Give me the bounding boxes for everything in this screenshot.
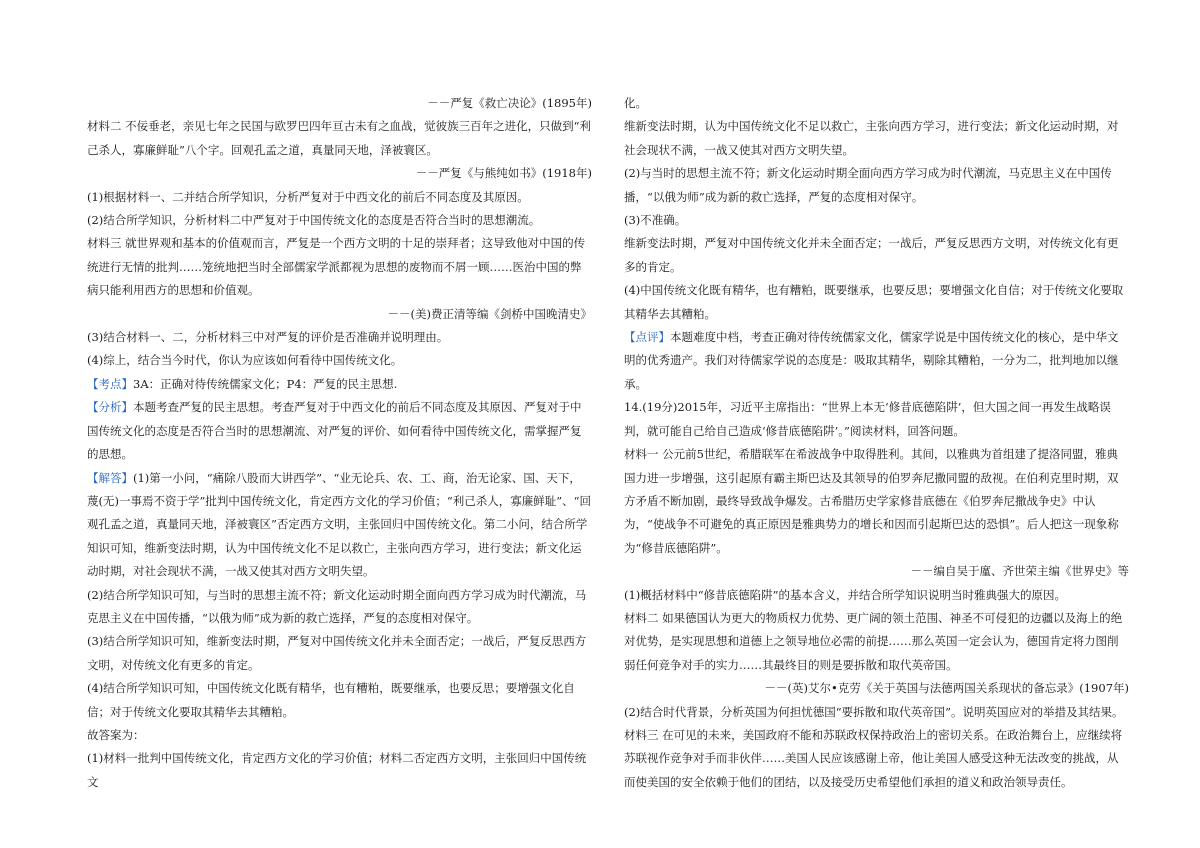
answer-paragraph: (2)与当时的思想主流不符；新文化运动时期全面向西方学习成为时代潮流，马克思主义在中国传播，“以俄为师”成为新的救亡选择，严复的态度相对保守。: [624, 166, 1112, 204]
material-paragraph: 材料三 就世界观和基本的价值观而言，严复是一个西方文明的十足的崇拜者；这导致他对中国的传统进行无情的批判……笼统地把当时全部儒家学派都视为思想的废物而不屑一顾……医治中国的弊病只能利用西方的思想和价值观。: [87, 236, 586, 298]
fenxi-tag: 【分析】: [87, 400, 133, 415]
dianping-paragraph: [624, 326, 1129, 396]
dianping-tag: 【点评】: [624, 330, 670, 345]
answer-paragraph: (4)结合所学知识可知，中国传统文化既有精华，也有糟粕，既要继承，也要反思；要增强文化自信；对于传统文化要取其精华去其糟粕。: [87, 681, 575, 719]
question-item: (2)结合所学知识，分析材料二中严复对于中国传统文化的态度是否符合当时的思想潮流。: [87, 213, 541, 228]
answer-paragraph: 维新变法时期，严复对中国传统文化并未全面否定；一战后，严复反思西方文明，对传统文化有更多的肯定。: [624, 236, 1119, 274]
answer-paragraph: (1)材料一批判中国传统文化，肯定西方文化的学习价值；材料二否定西方文明，主张回归中国传统文: [87, 751, 587, 789]
question-item: (1)根据材料一、二并结合所学知识，分析严复对于中西文化的前后不同态度及其原因。: [87, 189, 529, 204]
answer-heading: 故答案为：: [87, 727, 145, 742]
dianping-text: 本题难度中档，考查正确对待传统儒家文化，儒家学说是中国传统文化的核心，是中华文明的优秀遗产。我们对待儒家学说的态度是：吸取其精华，剔除其糟粕，一分为二，批判地加以继承。: [624, 330, 1119, 391]
question-14-stem: 14.(19分)2015年，习近平主席指出：“世界上本无‘修昔底德陷阱’，但大国之间一再发生战略误判，就可能自己给自己造成‘修昔底德陷阱’。”阅读材料，回答问题。: [624, 400, 1111, 438]
jieda-paragraph: [87, 467, 592, 584]
fenxi-paragraph: [87, 396, 592, 466]
fenxi-text: 本题考查严复的民主思想。考查严复对于中西文化的前后不同态度及其原因、严复对于中国传统文化的态度是否符合当时的思想潮流、对严复的评价、如何看待中国传统文化，需掌握严复的思想。: [87, 400, 582, 462]
answer-paragraph: (3)结合所学知识可知，维新变法时期，严复对中国传统文化并未全面否定；一战后，严复反思西方文明，对传统文化有更多的肯定。: [87, 634, 587, 672]
kaodian-text: 3A：正确对待传统儒家文化；P4：严复的民主思想.: [133, 376, 398, 391]
material-paragraph: 材料三 在可见的未来，美国政府不能和苏联政权保持政治上的密切关系。在政治舞台上，应继续将苏联视作竞争对手而非伙伴……美国人民应该感谢上帝，他让美国人感受这种无法改变的挑战，从而使美国的安全依赖于他们的团结，以及接受历史希望他们承担的道义和政治领导责任。: [624, 727, 1123, 789]
question-item: (1)概括材料中“修昔底德陷阱”的基本含义，并结合所学知识说明当时雅典强大的原因。: [624, 587, 1067, 602]
answer-paragraph: 维新变法时期，认为中国传统文化不足以救亡，主张向西方学习，进行变法；新文化运动时期，对社会现状不满，一战又使其对西方文明失望。: [624, 119, 1119, 157]
source-citation: －－编自吴于廑、齐世荣主编《世界史》等: [910, 564, 1129, 579]
answer-paragraph: 化。: [624, 96, 647, 110]
jieda-text: (1)第一小问，“痛除八股而大讲西学”、“业无论兵、农、工、商，治无论家、国、天下，蔑(无)一事焉不资于学”批判中国传统文化，肯定西方文化的学习价值；“利己杀人，寡廉鲜耻”、“回观孔孟之道，真量同天地，泽被寰区”否定西方文明，主张回归中国传统文化。第二小问，结合所学知识可知，维新变法时期，认为中国传统文化不足以救亡，主张向西方学习，进行变法；新文化运动时期，对社会现状不满，一战又使其对西方文明失望。: [87, 470, 591, 579]
material-paragraph: 材料一 公元前5世纪，希腊联军在希波战争中取得胜利。其间，以雅典为首组建了提洛同盟，雅典国力进一步增强，这引起原有霸主斯巴达及其领导的伯罗奔尼撒同盟的敌视。在伯利克里时期，双方矛盾不断加剧，最终导致战争爆发。古希腊历史学家修昔底德在《伯罗奔尼撒战争史》中认为，“使战争不可避免的真正原因是雅典势力的增长和因而引起斯巴达的恐惧”。后人把这一现象称为“修昔底德陷阱”。: [624, 447, 1119, 555]
source-citation: －－(英)艾尔•克劳《关于英国与法德两国关系现状的备忘录》(1907年): [764, 681, 1129, 696]
question-item: (3)结合材料一、二，分析材料三中对严复的评价是否准确并说明理由。: [87, 330, 449, 345]
source-citation: －－严复《救亡决论》(1895年): [427, 96, 592, 110]
answer-paragraph: (2)结合所学知识可知，与当时的思想主流不符；新文化运动时期全面向西方学习成为时代潮流，马克思主义在中国传播，“以俄为师”成为新的救亡选择，严复的态度相对保守。: [87, 587, 587, 625]
source-citation: －－(美)费正清等编《剑桥中国晚清史》: [387, 306, 592, 321]
source-citation: －－严复《与熊纯如书》(1918年): [415, 166, 592, 181]
jieda-tag: 【解答】: [87, 470, 133, 485]
answer-paragraph: (3)不准确。: [624, 213, 687, 228]
material-paragraph: 材料二 如果德国认为更大的物质权力优势、更广阔的领土范围、神圣不可侵犯的边疆以及海上的绝对优势，是实现思想和道德上之领导地位必需的前提……那么英国一定会认为，德国肯定将力图削弱任何竞争对手的实力……其最终目的则是要拆散和取代英帝国。: [624, 610, 1123, 672]
kaodian-paragraph: [87, 373, 592, 396]
kaodian-tag: 【考点】: [87, 376, 133, 391]
answer-paragraph: (4)中国传统文化既有精华，也有糟粕，既要继承，也要反思；要增强文化自信；对于传统文化要取其精华去其糟粕。: [624, 283, 1124, 321]
question-item: (2)结合时代背景，分析英国为何担忧德国“要拆散和取代英帝国”。说明英国应对的举措及其结果。: [624, 704, 1124, 719]
question-item: (4)综上，结合当今时代，你认为应该如何看待中国传统文化。: [87, 353, 403, 368]
left-column: [87, 92, 592, 794]
material-paragraph: 材料二 不佞垂老，亲见七年之民国与欧罗巴四年亘古未有之血战，觉彼族三百年之进化，只做到“利己杀人，寡廉鲜耻”八个字。回观孔孟之道，真量同天地，泽被寰区。: [87, 119, 592, 157]
right-column: [624, 92, 1129, 794]
